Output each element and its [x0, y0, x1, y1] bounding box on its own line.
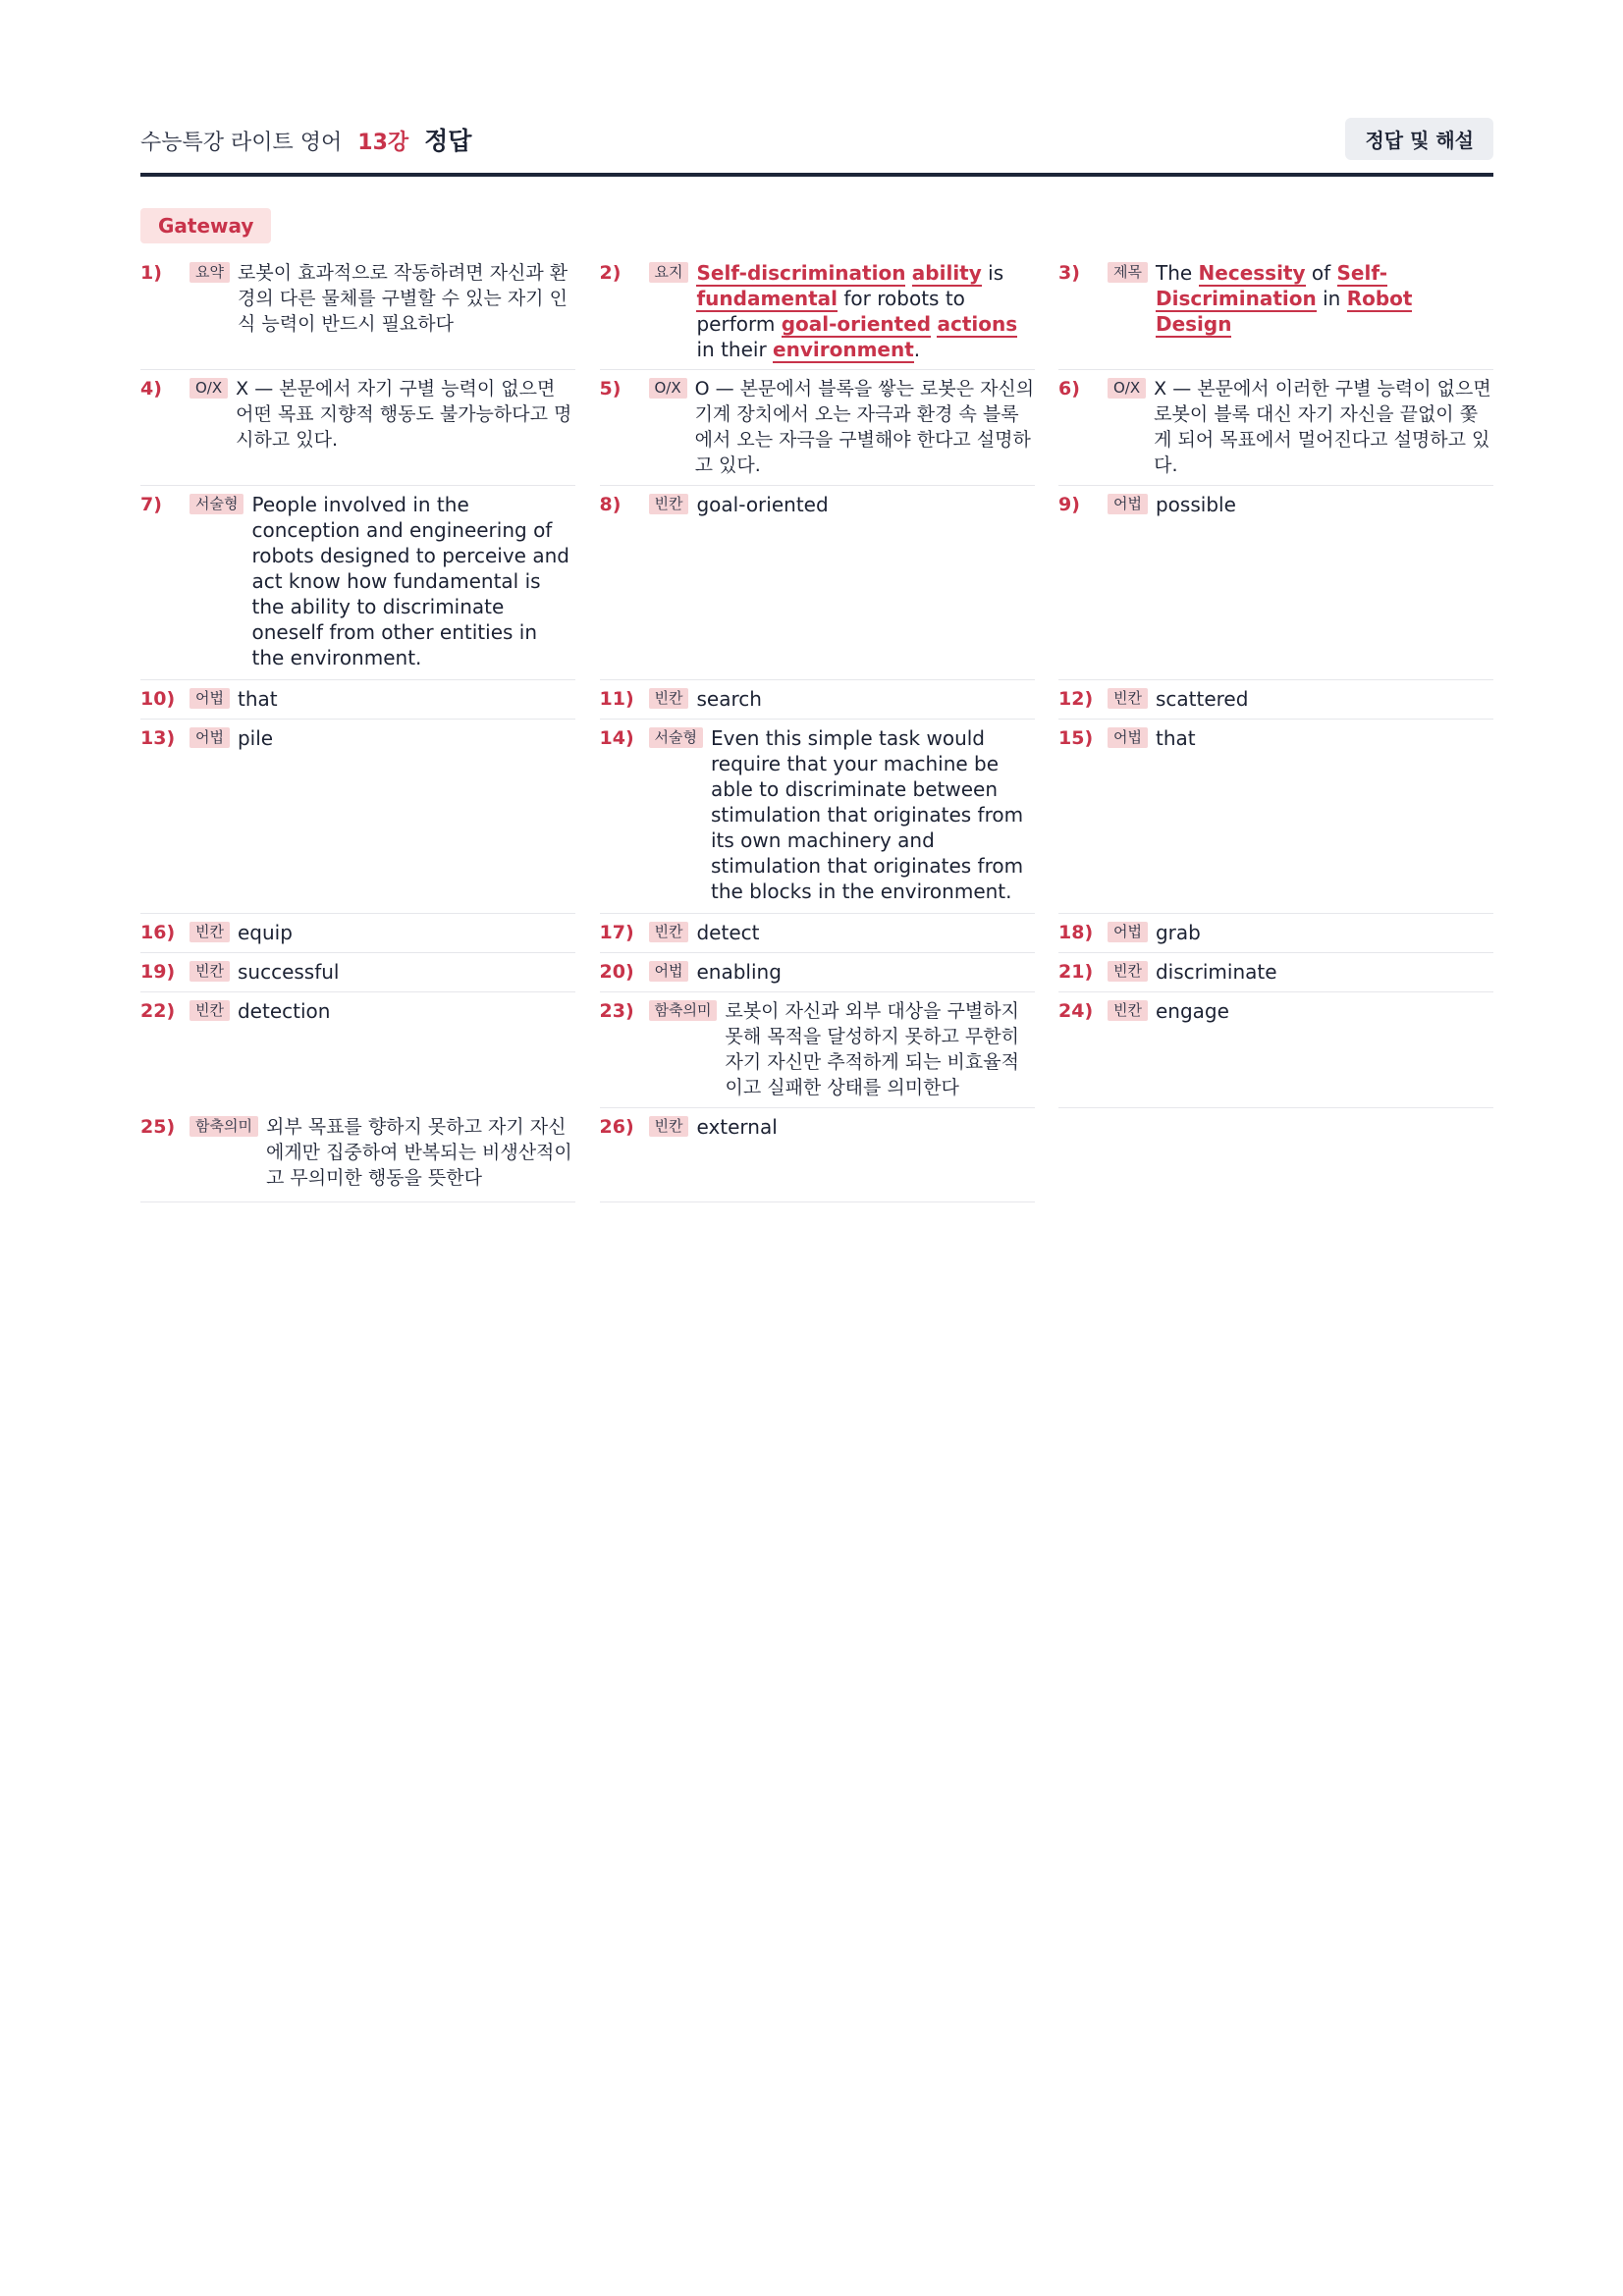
- question-type-badge: 서술형: [189, 494, 243, 514]
- answer-row: [140, 1108, 1493, 1202]
- item-number: 25): [140, 1116, 176, 1138]
- question-type-badge: O/X: [1108, 378, 1146, 399]
- answer-text: enabling: [696, 960, 782, 984]
- keyword: Robot: [1346, 287, 1413, 310]
- answer-text: pile: [237, 726, 274, 750]
- answer-row: [140, 953, 1493, 992]
- answer-text: possible: [1155, 493, 1236, 516]
- answer-item-23: [600, 992, 1035, 1108]
- answer-item-7: [140, 486, 575, 680]
- question-type-badge: 어법: [189, 688, 230, 709]
- answer-item-8: [600, 486, 1035, 680]
- keyword: goal-oriented: [781, 312, 932, 336]
- question-type-badge: 어법: [1108, 494, 1148, 514]
- page-title: 정답: [424, 127, 472, 155]
- text-fragment: in: [1316, 287, 1347, 310]
- answer-text: that: [1155, 726, 1196, 750]
- answer-row: [140, 254, 1493, 370]
- question-type-badge: 서술형: [649, 727, 703, 748]
- keyword: fundamental: [696, 287, 839, 310]
- question-type-badge: 함축의미: [189, 1116, 258, 1137]
- item-number: 3): [1058, 262, 1080, 284]
- answer-item-20: [600, 953, 1035, 992]
- item-number: 5): [599, 378, 622, 400]
- item-number: 14): [599, 727, 634, 749]
- item-number: 7): [140, 494, 162, 515]
- answer-row: [140, 992, 1493, 1108]
- question-type-badge: 빈칸: [189, 961, 230, 982]
- answer-text: 외부 목표를 향하지 못하고 자기 자신에게만 집중하여 반복되는 비생산적이고 무의미한 행동을 뜻한다: [265, 1116, 572, 1189]
- answer-item-3: [1058, 254, 1493, 370]
- text-fragment: for robots to perform: [696, 287, 965, 336]
- answer-row: [140, 370, 1493, 486]
- answer-text: scattered: [1155, 687, 1249, 711]
- answer-item-2: [600, 254, 1035, 370]
- answer-item-21: [1058, 953, 1493, 992]
- item-number: 6): [1058, 378, 1080, 400]
- item-number: 1): [140, 262, 162, 284]
- answer-text: [696, 260, 1034, 362]
- header-divider: [140, 173, 1493, 177]
- answer-item-14: [600, 720, 1035, 914]
- answer-text: successful: [237, 960, 340, 984]
- answer-item-11: [600, 680, 1035, 720]
- item-number: 13): [140, 727, 176, 749]
- answer-text: that: [237, 687, 278, 711]
- answer-item-1: [140, 254, 575, 370]
- answer-grid: [140, 254, 1493, 1202]
- keyword: Necessity: [1198, 261, 1306, 285]
- answer-text: discriminate: [1155, 960, 1277, 984]
- section-label: Gateway: [140, 208, 271, 243]
- answer-text: goal-oriented: [696, 493, 829, 516]
- answer-item-13: [140, 720, 575, 914]
- answer-text: grab: [1155, 921, 1201, 944]
- question-type-badge: 어법: [1108, 727, 1148, 748]
- answer-text: equip: [237, 921, 293, 944]
- answer-item-10: [140, 680, 575, 720]
- answer-row: [140, 720, 1493, 914]
- answers-explanations-button[interactable]: 정답 및 해설: [1345, 118, 1493, 160]
- page-header: [140, 118, 1493, 177]
- answer-item-26: [600, 1108, 1035, 1202]
- item-number: 10): [140, 688, 176, 710]
- item-number: 2): [599, 262, 622, 284]
- item-number: 23): [599, 1000, 634, 1022]
- question-type-badge: 함축의미: [649, 1000, 718, 1021]
- answer-text: X — 본문에서 자기 구별 능력이 없으면 어떤 목표 지향적 행동도 불가능하다고 명시하고 있다.: [236, 378, 572, 451]
- question-type-badge: O/X: [649, 378, 687, 399]
- answer-item-5: [600, 370, 1035, 486]
- item-number: 21): [1058, 961, 1094, 983]
- answer-text: external: [696, 1115, 778, 1139]
- text-fragment: .: [913, 338, 921, 361]
- question-type-badge: 제목: [1108, 262, 1148, 283]
- question-type-badge: 빈칸: [649, 922, 689, 942]
- question-type-badge: 요지: [649, 262, 689, 283]
- question-type-badge: 빈칸: [1108, 1000, 1148, 1021]
- answer-item-25: [140, 1108, 575, 1202]
- keyword: actions: [937, 312, 1018, 336]
- answer-text: engage: [1155, 999, 1229, 1023]
- question-type-badge: 어법: [189, 727, 230, 748]
- item-number: 9): [1058, 494, 1080, 515]
- book-title: 수능특강 라이트 영어: [140, 131, 343, 155]
- keyword: environment: [773, 338, 914, 361]
- question-type-badge: 요약: [189, 262, 230, 283]
- question-type-badge: 빈칸: [649, 688, 689, 709]
- answer-item-15: [1058, 720, 1493, 914]
- item-number: 16): [140, 922, 176, 943]
- answer-row: [140, 486, 1493, 680]
- item-number: 24): [1058, 1000, 1094, 1022]
- item-number: 26): [599, 1116, 634, 1138]
- answer-page: [140, 118, 1493, 1189]
- answer-text: detect: [696, 921, 760, 944]
- question-type-badge: O/X: [189, 378, 228, 399]
- item-number: 18): [1058, 922, 1094, 943]
- answer-text: 로봇이 자신과 외부 대상을 구별하지 못해 목적을 달성하지 못하고 무한히 자기 자신만 추적하게 되는 비효율적이고 실패한 상태를 의미한다: [725, 1000, 1019, 1098]
- answer-item-24: [1058, 992, 1493, 1108]
- answer-text: detection: [237, 999, 331, 1023]
- answer-item-18: [1058, 914, 1493, 953]
- question-type-badge: 빈칸: [1108, 961, 1148, 982]
- answer-item-4: [140, 370, 575, 486]
- item-number: 4): [140, 378, 162, 400]
- answer-text: O — 본문에서 블록을 쌓는 로봇은 자신의 기계 장치에서 오는 자극과 환경 속 블록에서 오는 자극을 구별해야 한다고 설명하고 있다.: [694, 378, 1035, 476]
- question-type-badge: 어법: [649, 961, 689, 982]
- answer-row: [140, 680, 1493, 720]
- answer-text: search: [696, 687, 762, 711]
- item-number: 8): [599, 494, 622, 515]
- answer-item-12: [1058, 680, 1493, 720]
- answer-item-19: [140, 953, 575, 992]
- item-number: 12): [1058, 688, 1094, 710]
- empty-cell: [1058, 1108, 1493, 1202]
- keyword: ability: [911, 261, 982, 285]
- question-type-badge: 빈칸: [189, 922, 230, 942]
- text-fragment: is: [981, 261, 1004, 285]
- answer-text: X — 본문에서 이러한 구별 능력이 없으면 로봇이 블록 대신 자기 자신을 끝없이 쫓게 되어 목표에서 멀어진다고 설명하고 있다.: [1154, 378, 1491, 476]
- answer-item-9: [1058, 486, 1493, 680]
- item-number: 19): [140, 961, 176, 983]
- answer-text: Even this simple task would require that your machine be able to discriminate between stimulation that originates from its own machinery and stimulation that originates from the blocks in the environment.: [710, 726, 1024, 903]
- question-type-badge: 빈칸: [649, 1116, 689, 1137]
- question-type-badge: 어법: [1108, 922, 1148, 942]
- text-fragment: in their: [696, 338, 774, 361]
- answer-text: People involved in the conception and engineering of robots designed to perceive and act know how fundamental is the ability to discriminate oneself from other entities in the environment.: [251, 493, 569, 669]
- item-number: 20): [599, 961, 634, 983]
- keyword: Self-Discrimination: [1155, 261, 1388, 310]
- keyword: Design: [1155, 312, 1232, 336]
- answer-text: 로봇이 효과적으로 작동하려면 자신과 환경의 다른 물체를 구별할 수 있는 자기 인식 능력이 반드시 필요하다: [237, 262, 568, 335]
- answer-item-22: [140, 992, 575, 1108]
- question-type-badge: 빈칸: [1108, 688, 1148, 709]
- question-type-badge: 빈칸: [649, 494, 689, 514]
- header-title-group: [140, 122, 471, 157]
- item-number: 15): [1058, 727, 1094, 749]
- item-number: 22): [140, 1000, 176, 1022]
- answer-item-6: [1058, 370, 1493, 486]
- answer-text: [1156, 260, 1493, 337]
- answer-row: [140, 914, 1493, 953]
- question-type-badge: 빈칸: [189, 1000, 230, 1021]
- answer-item-16: [140, 914, 575, 953]
- text-fragment: of: [1305, 261, 1337, 285]
- answer-item-17: [600, 914, 1035, 953]
- lesson-number: 13강: [357, 131, 409, 155]
- text-fragment: [905, 261, 911, 285]
- item-number: 17): [599, 922, 634, 943]
- item-number: 11): [599, 688, 634, 710]
- text-fragment: The: [1155, 261, 1199, 285]
- keyword: Self-discrimination: [696, 261, 906, 285]
